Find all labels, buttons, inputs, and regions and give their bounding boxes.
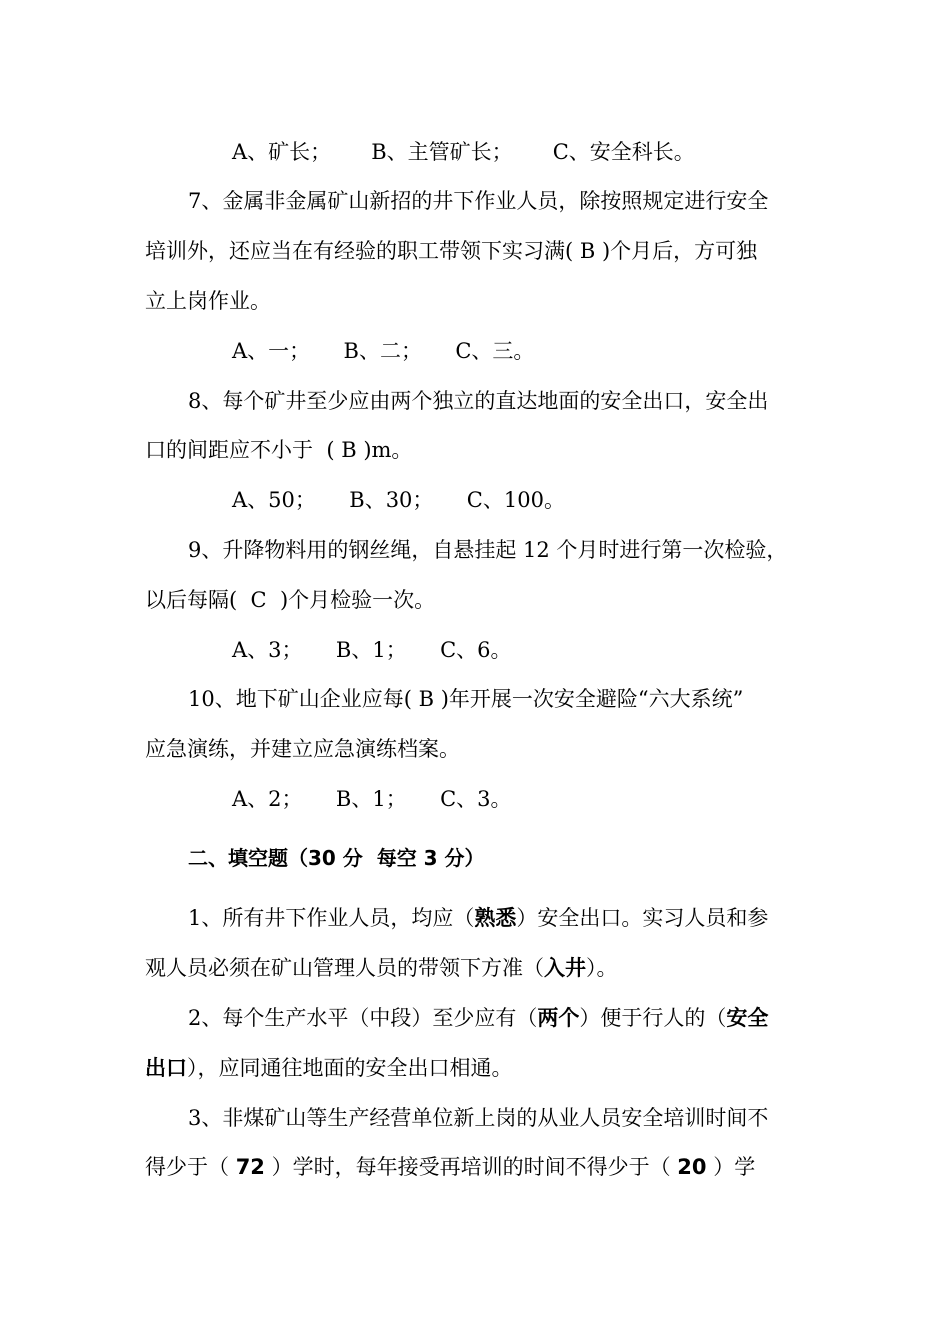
f1-line2: 观人员必须在矿山管理人员的带领下方准（入井）。 — [145, 956, 618, 980]
f3-answer-2: 20 — [677, 1155, 707, 1179]
f2-answer-2b: 出口 — [145, 1056, 187, 1080]
f1-line1: 1、所有井下作业人员，均应（熟悉）安全出口。实习人员和参 — [188, 906, 769, 930]
f1-answer-2: 入井 — [544, 956, 586, 980]
q8-text-line2: 口的间距应不小于 ( B )m。 — [145, 438, 413, 462]
q9-options: A、3； B、1； C、6。 — [232, 638, 512, 662]
f3-answer-1: 72 — [235, 1155, 265, 1179]
q9-text-line2: 以后每隔( C )个月检验一次。 — [145, 588, 436, 612]
f3-line2: 得少于（ 72 ）学时，每年接受再培训的时间不得少于（ 20 ）学 — [145, 1155, 756, 1179]
f3-line1: 3、非煤矿山等生产经营单位新上岗的从业人员安全培训时间不 — [188, 1106, 769, 1130]
q7-options: A、一； B、二； C、三。 — [232, 339, 535, 363]
f2-line1: 2、每个生产水平（中段）至少应有（两个）便于行人的（安全 — [188, 1006, 769, 1030]
section2-heading: 二、填空题（30 分 每空 3 分） — [188, 846, 485, 870]
f2-line2: 出口），应同通往地面的安全出口相通。 — [145, 1056, 513, 1080]
q10-text-line1: 10、地下矿山企业应每( B )年开展一次安全避险“六大系统” — [188, 687, 744, 711]
q8-text-line1: 8、每个矿井至少应由两个独立的直达地面的安全出口，安全出 — [188, 389, 769, 413]
q9-text-line1: 9、升降物料用的钢丝绳，自悬挂起 12 个月时进行第一次检验， — [188, 538, 788, 562]
q10-text-line2: 应急演练，并建立应急演练档案。 — [145, 737, 460, 761]
q7-text-line3: 立上岗作业。 — [145, 289, 271, 313]
f1-answer-1: 熟悉 — [474, 906, 517, 930]
q7-text-line1: 7、金属非金属矿山新招的井下作业人员，除按照规定进行安全 — [188, 189, 769, 213]
q7-text-line2: 培训外，还应当在有经验的职工带领下实习满( B )个月后，方可独 — [145, 239, 758, 263]
f2-answer-1: 两个 — [537, 1006, 580, 1030]
q10-options: A、2； B、1； C、3。 — [232, 787, 512, 811]
q6-options: A、矿长； B、主管矿长； C、安全科长。 — [232, 140, 695, 164]
q8-options: A、50； B、30； C、100。 — [232, 488, 565, 512]
f2-answer-2a: 安全 — [726, 1006, 769, 1030]
